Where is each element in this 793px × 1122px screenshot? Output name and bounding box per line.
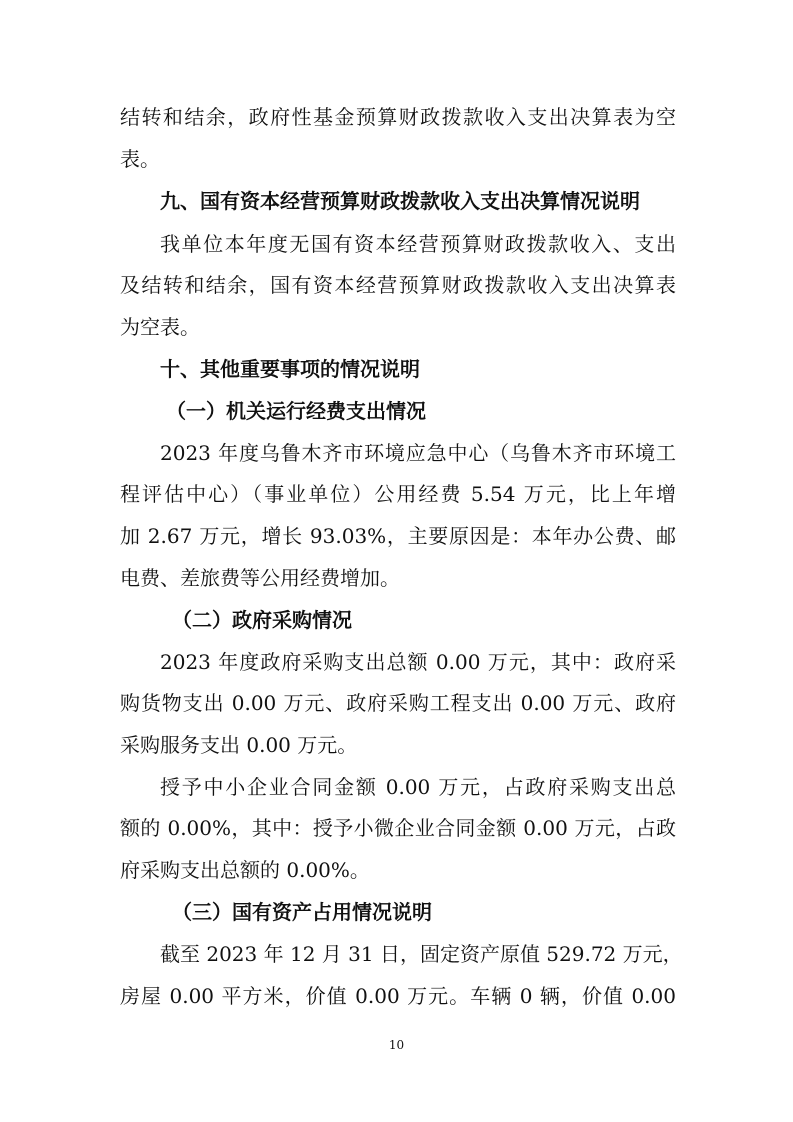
body-line: 房屋 0.00 平方米，价值 0.00 万元。车辆 0 辆，价值 0.00 — [120, 984, 676, 1008]
body-line: 截至 2023 年 12 月 31 日，固定资产原值 529.72 万元， — [160, 942, 683, 966]
body-line: 及结转和结余，国有资本经营预算财政拨款收入支出决算表 — [120, 273, 676, 297]
subsection-heading-2: （二）政府采购情况 — [172, 608, 352, 632]
section-heading-9: 九、国有资本经营预算财政拨款收入支出决算情况说明 — [160, 189, 640, 213]
body-line: 结转和结余，政府性基金预算财政拨款收入支出决算表为空 — [120, 105, 676, 129]
body-line: 2023 年度政府采购支出总额 0.00 万元，其中：政府采 — [160, 650, 676, 674]
body-line: 我单位本年度无国有资本经营预算财政拨款收入、支出 — [160, 232, 676, 256]
body-line: 授予中小企业合同金额 0.00 万元，占政府采购支出总 — [160, 775, 676, 799]
body-line: 为空表。 — [120, 315, 200, 339]
page-number: 10 — [388, 1038, 405, 1052]
body-line: 表。 — [120, 147, 160, 171]
body-line: 府采购支出总额的 0.00%。 — [120, 858, 370, 882]
body-line: 购货物支出 0.00 万元、政府采购工程支出 0.00 万元、政府 — [120, 691, 676, 715]
subsection-heading-3: （三）国有资产占用情况说明 — [172, 900, 432, 924]
body-line: 程评估中心）（事业单位）公用经费 5.54 万元，比上年增 — [120, 482, 676, 506]
body-line: 采购服务支出 0.00 万元。 — [120, 733, 358, 757]
section-heading-10: 十、其他重要事项的情况说明 — [160, 357, 420, 381]
body-line: 电费、差旅费等公用经费增加。 — [120, 566, 400, 590]
body-line: 额的 0.00%，其中：授予小微企业合同金额 0.00 万元，占政 — [120, 816, 676, 840]
body-line: 加 2.67 万元，增长 93.03%，主要原因是：本年办公费、邮 — [120, 524, 676, 548]
subsection-heading-1: （一）机关运行经费支出情况 — [166, 399, 426, 423]
body-line: 2023 年度乌鲁木齐市环境应急中心（乌鲁木齐市环境工 — [160, 441, 676, 465]
